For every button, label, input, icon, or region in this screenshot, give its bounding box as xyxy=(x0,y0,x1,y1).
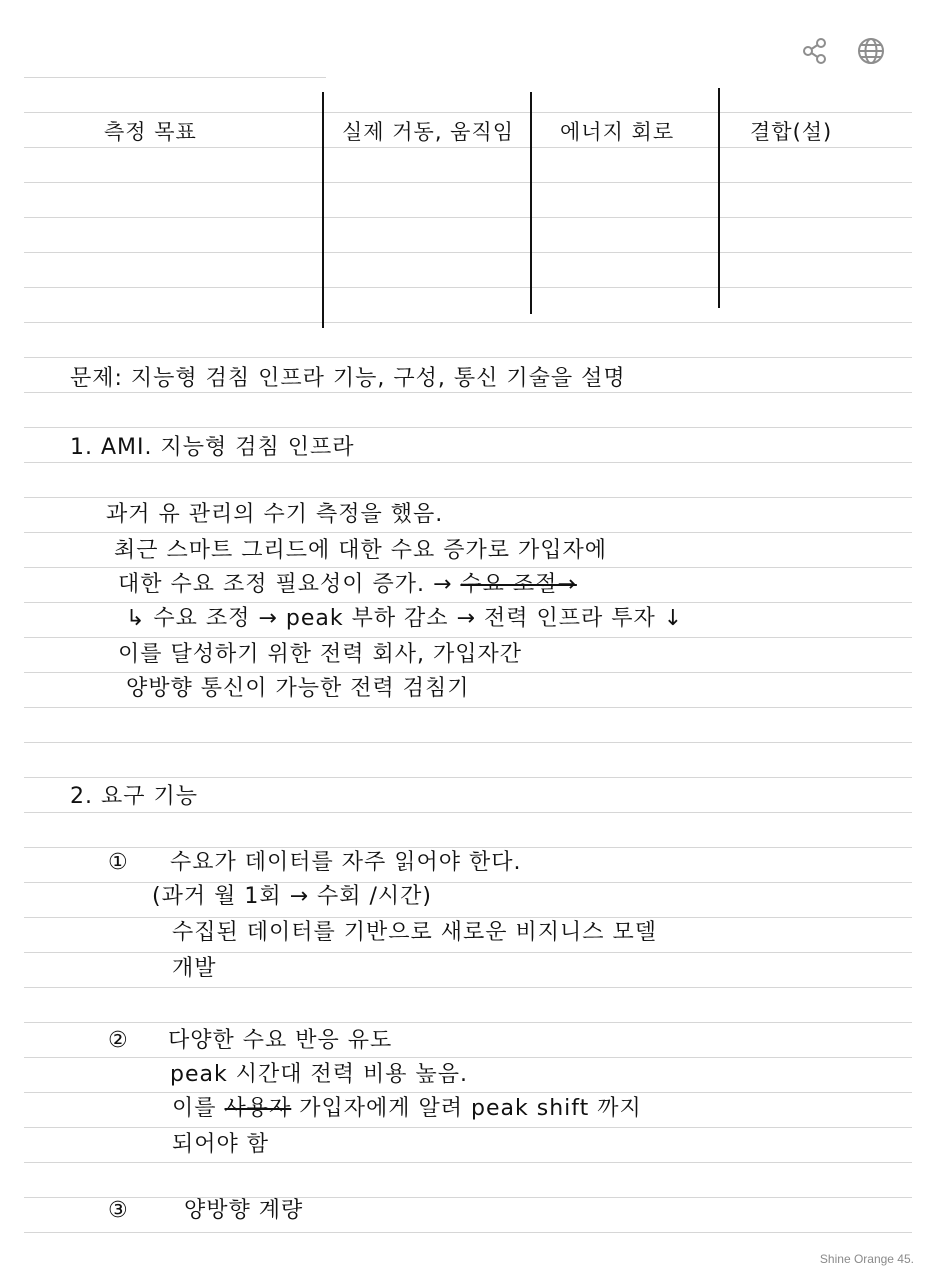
section2-title: 2. 요구 기능 xyxy=(70,784,198,809)
ruled-line xyxy=(24,287,912,288)
item2-line-1: 다양한 수요 반응 유도 xyxy=(168,1028,393,1053)
ruled-line xyxy=(24,1162,912,1163)
section1-line-3-text: 대한 수요 조정 필요성이 증가. → xyxy=(118,572,453,597)
section1-struck-text: 수요 조절→ xyxy=(460,572,577,597)
ruled-line xyxy=(24,1127,912,1128)
ruled-line xyxy=(24,77,326,78)
ruled-line xyxy=(24,1197,912,1198)
brand-footer: Shine Orange 45. xyxy=(819,1252,914,1266)
table-header-3: 에너지 회로 xyxy=(560,120,675,144)
top-toolbar xyxy=(800,36,886,66)
ruled-line xyxy=(24,567,912,568)
item3-line-1: 양방향 계량 xyxy=(184,1198,304,1223)
globe-icon[interactable] xyxy=(856,36,886,66)
item1-line-4: 개발 xyxy=(172,956,217,981)
item2-line-4: 되어야 함 xyxy=(172,1132,270,1157)
ruled-line xyxy=(24,252,912,253)
ruled-line xyxy=(24,217,912,218)
ruled-line xyxy=(24,112,912,113)
ruled-line xyxy=(24,357,912,358)
item2-struck-text: 사용자 xyxy=(224,1096,292,1121)
share-icon[interactable] xyxy=(800,36,830,66)
ruled-line xyxy=(24,1092,912,1093)
item1-line-3: 수집된 데이터를 기반으로 새로운 비지니스 모델 xyxy=(172,920,658,945)
ruled-line xyxy=(24,602,912,603)
ruled-line xyxy=(24,777,912,778)
section1-title: 1. AMI. 지능형 검침 인프라 xyxy=(70,435,355,460)
ruled-line xyxy=(24,987,912,988)
ruled-line xyxy=(24,497,912,498)
ruled-line xyxy=(24,1022,912,1023)
ruled-line xyxy=(24,322,912,323)
ruled-line xyxy=(24,182,912,183)
ruled-line xyxy=(24,532,912,533)
ruled-line xyxy=(24,742,912,743)
ruled-line xyxy=(24,462,912,463)
item2-line-2: peak 시간대 전력 비용 높음. xyxy=(170,1062,468,1087)
item3-marker: ③ xyxy=(108,1198,129,1223)
ruled-line xyxy=(24,1232,912,1233)
ruled-line xyxy=(24,952,912,953)
section1-line-4: ↳ 수요 조정 → peak 부하 감소 → 전력 인프라 투자 ↓ xyxy=(126,606,684,631)
table-header-2: 실제 거동, 움직임 xyxy=(342,120,515,144)
ruled-line xyxy=(24,812,912,813)
ruled-line xyxy=(24,392,912,393)
section1-line-5: 이를 달성하기 위한 전력 회사, 가입자간 xyxy=(118,642,522,667)
ruled-line xyxy=(24,917,912,918)
item2-marker: ② xyxy=(108,1028,129,1053)
item2-line-3-text: 가입자에게 알려 peak shift 까지 xyxy=(299,1096,642,1121)
table-divider-2 xyxy=(530,92,532,314)
item1-line-1: 수요가 데이터를 자주 읽어야 한다. xyxy=(170,850,522,875)
table-header-4: 결합(설) xyxy=(750,120,833,144)
item2-prefix: 이를 xyxy=(172,1096,217,1121)
item2-line-3 xyxy=(172,1098,642,1120)
ruled-line xyxy=(24,882,912,883)
table-divider-1 xyxy=(322,92,324,328)
item1-line-2: (과거 월 1회 → 수회 /시간) xyxy=(152,884,432,909)
ruled-line xyxy=(24,672,912,673)
section1-line-2: 최근 스마트 그리드에 대한 수요 증가로 가입자에 xyxy=(114,538,608,563)
ruled-line xyxy=(24,847,912,848)
section1-line-3 xyxy=(118,574,577,596)
problem-statement: 문제: 지능형 검침 인프라 기능, 구성, 통신 기술을 설명 xyxy=(70,366,626,391)
ruled-line xyxy=(24,427,912,428)
section1-line-1: 과거 유 관리의 수기 측정을 했음. xyxy=(106,502,444,527)
table-divider-3 xyxy=(718,88,720,308)
ruled-line xyxy=(24,1057,912,1058)
table-header-1: 측정 목표 xyxy=(104,120,197,144)
section1-line-6: 양방향 통신이 가능한 전력 검침기 xyxy=(126,676,470,701)
ruled-line xyxy=(24,707,912,708)
ruled-line xyxy=(24,637,912,638)
item1-marker: ① xyxy=(108,850,129,875)
ruled-line xyxy=(24,147,912,148)
